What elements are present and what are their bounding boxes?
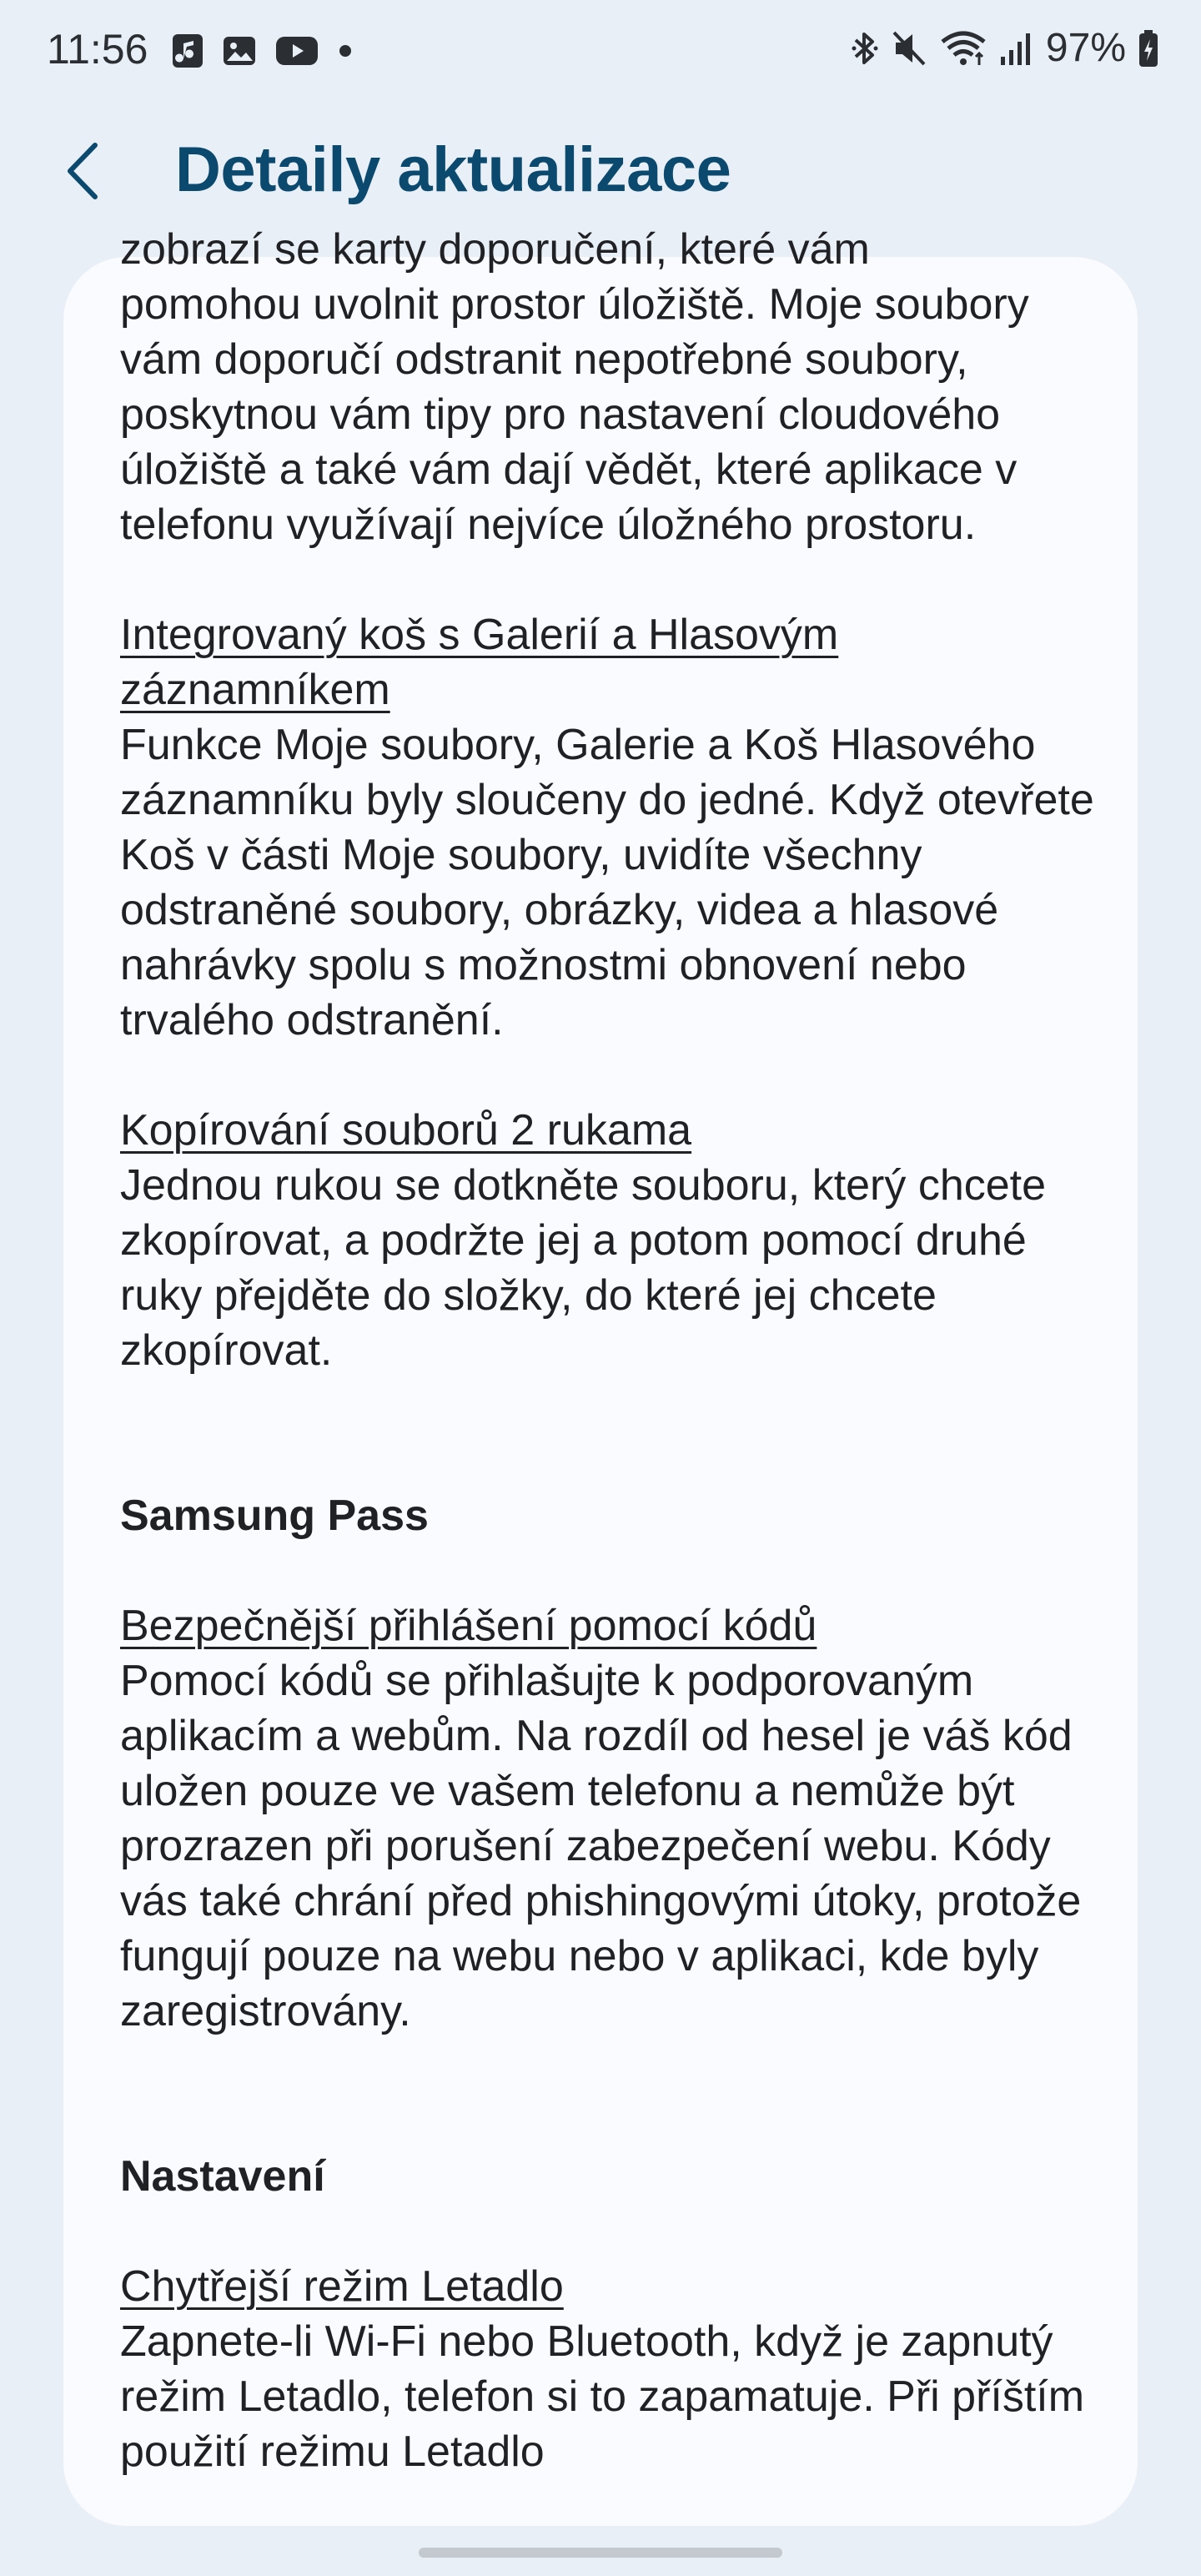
feature-airplane-text: Zapnete-li Wi-Fi nebo Bluetooth, když je zapnutý režim Letadlo, telefon si to zapamatuje. Při příštím použití režimu Letadlo <box>120 2317 1085 2476</box>
partial-line: zobrazí se karty doporučení, které vám <box>120 225 870 274</box>
gallery-icon <box>222 33 257 68</box>
page-title: Detaily aktualizace <box>175 134 731 205</box>
dot-icon <box>337 43 354 59</box>
mute-icon <box>891 29 927 68</box>
feature-passkey-title: Bezpečnější přihlášení pomocí kódů <box>120 1602 817 1650</box>
music-note-icon <box>172 33 204 68</box>
back-button[interactable] <box>58 133 108 209</box>
bluetooth-icon <box>851 28 879 68</box>
section-settings: Nastavení <box>120 2152 325 2201</box>
signal-icon <box>999 30 1034 67</box>
feature-trash-text: Funkce Moje soubory, Galerie a Koš Hlasového záznamníku byly sloučeny do jedné. Když otevřete Koš v části Moje soubory, uvidíte všechny odstraněné soubory, obrázky, videa a hlasové nahrávky spolu s možnostmi obnovení nebo trvalého odstranění. <box>120 721 1094 1044</box>
feature-trash-title: Integrovaný koš s Galerií a Hlasovým záznamníkem <box>120 611 839 714</box>
feature-copy-text: Jednou rukou se dotkněte souboru, který chcete zkopírovat, a podržte jej a potom pomocí druhé ruky přejděte do složky, do které jej chcete zkopírovat. <box>120 1161 1047 1375</box>
intro-paragraph: pomohou uvolnit prostor úložiště. Moje soubory vám doporučí odstranit nepotřebné soubory, poskytnou vám tipy pro nastavení cloudového úložiště a také vám dají vědět, které aplikace v telefonu využívají nejvíce úložného prostoru. <box>120 280 1029 549</box>
status-bar <box>0 0 1201 107</box>
feature-passkey-text: Pomocí kódů se přihlašujte k podporovaným aplikacím a webům. Na rozdíl od hesel je váš kód uložen pouze ve vašem telefonu a nemůže být prozrazen při porušení zabezpečení webu. Kódy vás také chrání před phishingovými útoky, protože fungují pouze na webu nebo v aplikaci, kde byly zaregistrovány. <box>120 1657 1082 2035</box>
feature-copy-title: Kopírování souborů 2 rukama <box>120 1106 692 1155</box>
section-samsung-pass: Samsung Pass <box>120 1492 429 1540</box>
content-card[interactable] <box>63 225 1138 2526</box>
battery-percent: 97% <box>1045 26 1126 70</box>
system-status <box>851 25 1159 71</box>
status-time: 11:56 <box>47 26 148 73</box>
youtube-icon <box>275 34 319 68</box>
battery-charging-icon <box>1138 28 1159 68</box>
feature-airplane-title: Chytřejší režim Letadlo <box>120 2262 564 2311</box>
update-details-content <box>120 222 1104 2479</box>
wifi-icon <box>939 28 987 68</box>
chevron-left-icon <box>58 133 108 209</box>
notification-icons <box>172 33 354 68</box>
home-indicator[interactable] <box>419 2548 782 2558</box>
